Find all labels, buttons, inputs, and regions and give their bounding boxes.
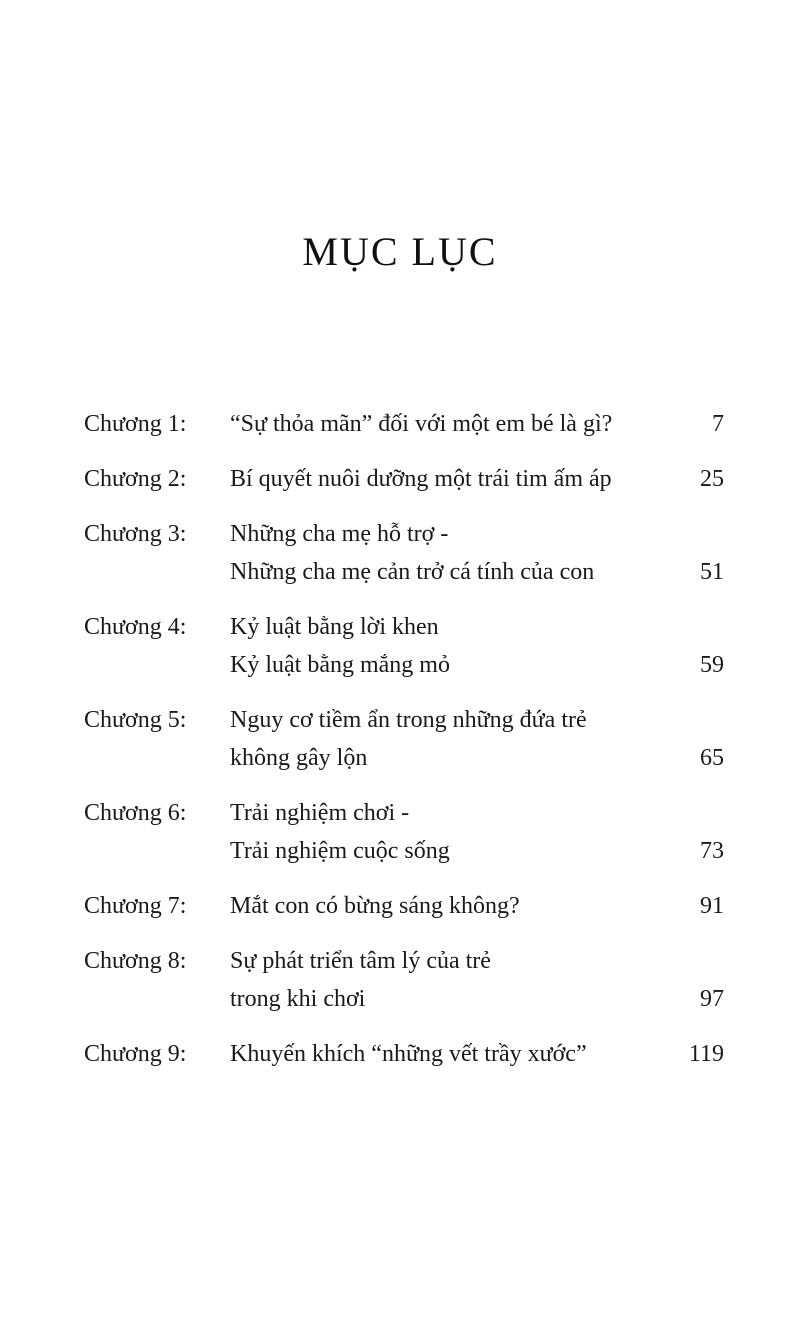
toc-entry-body bbox=[230, 794, 724, 870]
toc-entry-title bbox=[230, 460, 680, 498]
toc-entry-title bbox=[230, 405, 680, 443]
toc-entry-body bbox=[230, 460, 724, 498]
toc-entry-body bbox=[230, 515, 724, 591]
toc-entry-chapter-label: Chương 9: bbox=[84, 1041, 187, 1067]
toc-entry-page-number: 73 bbox=[700, 838, 724, 864]
toc-entry-chapter-label: Chương 3: bbox=[84, 521, 187, 547]
toc-entry[interactable] bbox=[84, 515, 724, 591]
toc-entry-title bbox=[230, 701, 680, 777]
toc-entry-chapter-label: Chương 2: bbox=[84, 466, 187, 492]
toc-entry-title bbox=[230, 608, 680, 684]
toc-entry-title-line: Kỷ luật bằng mắng mỏ bbox=[230, 652, 450, 678]
toc-entry-title-line: Những cha mẹ cản trở cá tính của con bbox=[230, 559, 595, 585]
toc-entry-chapter-label: Chương 5: bbox=[84, 707, 187, 733]
toc-entry-chapter-label: Chương 7: bbox=[84, 893, 187, 919]
toc-entry-title-line: Bí quyết nuôi dưỡng một trái tim ấm áp bbox=[230, 466, 612, 492]
toc-entry[interactable] bbox=[84, 1035, 724, 1073]
toc-entry-body bbox=[230, 608, 724, 684]
toc-entry-title-line: Trải nghiệm cuộc sống bbox=[230, 838, 450, 864]
page-title: MỤC LỤC bbox=[302, 229, 498, 274]
toc-entry-title-line: Những cha mẹ hỗ trợ - bbox=[230, 521, 449, 547]
toc-entry-title-line: “Sự thỏa mãn” đối với một em bé là gì? bbox=[230, 411, 613, 437]
toc-entry-chapter-label: Chương 1: bbox=[84, 411, 187, 437]
toc-entry-page-number: 51 bbox=[700, 559, 724, 585]
toc-entry-chapter-label: Chương 8: bbox=[84, 948, 187, 974]
toc-entry-chapter-label: Chương 6: bbox=[84, 800, 187, 826]
toc-entry-chapter-label: Chương 4: bbox=[84, 614, 187, 640]
toc-entry[interactable] bbox=[84, 608, 724, 684]
toc-entry-page-number: 25 bbox=[700, 466, 724, 492]
toc-entry-page-number: 91 bbox=[700, 893, 724, 919]
toc-entry-page-number: 7 bbox=[712, 411, 724, 437]
toc-entry-title bbox=[230, 1035, 680, 1073]
toc-entry-body bbox=[230, 701, 724, 777]
toc-entry-page-number: 97 bbox=[700, 986, 724, 1012]
toc-entry-body bbox=[230, 942, 724, 1018]
toc-entry-body bbox=[230, 1035, 724, 1073]
toc-entry-body bbox=[230, 405, 724, 443]
toc-entry-page-number: 65 bbox=[700, 745, 724, 771]
toc-entry-title bbox=[230, 942, 680, 1018]
toc-entry-title-line: Mắt con có bừng sáng không? bbox=[230, 893, 520, 919]
toc-entry-list bbox=[84, 405, 724, 1090]
toc-entry[interactable] bbox=[84, 701, 724, 777]
toc-entry-title-line: Trải nghiệm chơi - bbox=[230, 800, 410, 826]
toc-entry-title-line: Sự phát triển tâm lý của trẻ bbox=[230, 948, 491, 974]
toc-entry-title-line: trong khi chơi bbox=[230, 986, 366, 1012]
toc-entry[interactable] bbox=[84, 460, 724, 498]
toc-entry-title-line: Kỷ luật bằng lời khen bbox=[230, 614, 439, 640]
toc-entry[interactable] bbox=[84, 887, 724, 925]
toc-entry-body bbox=[230, 887, 724, 925]
toc-entry[interactable] bbox=[84, 794, 724, 870]
toc-entry-title bbox=[230, 794, 680, 870]
toc-entry-title-line: Khuyến khích “những vết trầy xước” bbox=[230, 1041, 587, 1067]
toc-entry-title-line: không gây lộn bbox=[230, 745, 368, 771]
toc-entry-title bbox=[230, 515, 680, 591]
toc-entry[interactable] bbox=[84, 942, 724, 1018]
toc-entry-title bbox=[230, 887, 680, 925]
toc-entry-page-number: 119 bbox=[688, 1041, 724, 1067]
toc-entry-page-number: 59 bbox=[700, 652, 724, 678]
toc-entry[interactable] bbox=[84, 405, 724, 443]
toc-entry-title-line: Nguy cơ tiềm ẩn trong những đứa trẻ bbox=[230, 707, 587, 733]
